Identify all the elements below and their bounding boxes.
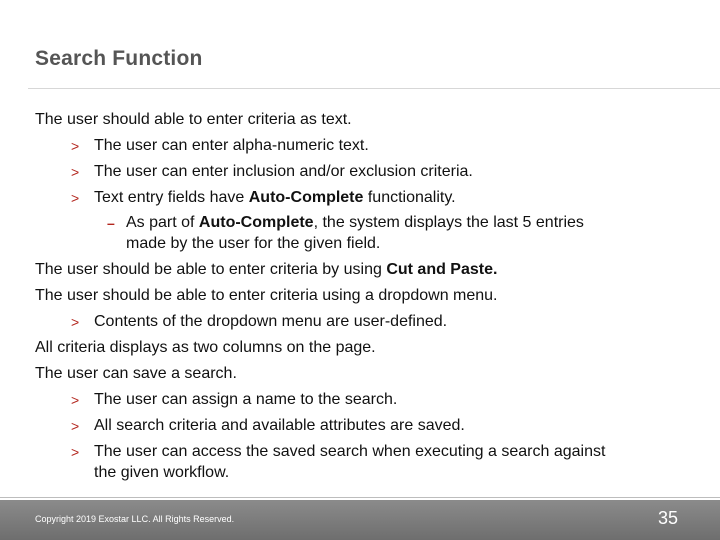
copyright-text: Copyright 2019 Exostar LLC. All Rights Reserved.: [35, 514, 235, 524]
bullet-dash-icon: –: [107, 215, 115, 231]
bullet-text-continued: made by the user for the given field.: [126, 235, 381, 252]
bullet-text: The user should able to enter criteria as text.: [35, 111, 352, 128]
bullet-arrow-icon: >: [71, 392, 80, 408]
bold-term: Cut and Paste.: [386, 261, 498, 278]
slide-title: Search Function: [35, 47, 203, 70]
bullet-arrow-icon: >: [71, 314, 80, 330]
bullet-arrow-icon: >: [71, 444, 80, 460]
bullet-arrow-icon: >: [71, 418, 80, 434]
bullet-text: All search criteria and available attributes are saved.: [94, 417, 465, 434]
text-segment: As part of: [126, 214, 199, 231]
page-number: 35: [657, 508, 678, 528]
bullet-text: The user can enter alpha-numeric text.: [94, 137, 369, 154]
bullet-text: [35, 260, 497, 280]
bold-term: Auto-Complete: [248, 189, 364, 206]
bullet-arrow-icon: >: [71, 138, 80, 154]
bullet-text: The user should be able to enter criteria using a dropdown menu.: [35, 287, 498, 304]
bullet-text: The user can enter inclusion and/or exclusion criteria.: [94, 163, 473, 180]
bullet-arrow-icon: >: [71, 190, 80, 206]
text-segment: , the system displays the last 5 entries: [313, 214, 584, 231]
bullet-text-continued: the given workflow.: [94, 464, 230, 481]
bullet-arrow-icon: >: [71, 164, 80, 180]
bullet-text: [126, 213, 584, 233]
text-segment: functionality.: [363, 189, 456, 206]
bullet-text: All criteria displays as two columns on the page.: [35, 339, 376, 356]
bullet-text: [94, 188, 456, 208]
text-segment: The user should be able to enter criteria by using: [35, 261, 387, 278]
bullet-text: The user can assign a name to the search.: [94, 391, 398, 408]
slide-footer: [0, 500, 720, 540]
footer-divider: [0, 497, 720, 498]
bullet-text: The user can access the saved search when executing a search against: [94, 443, 606, 460]
bullet-text: The user can save a search.: [35, 365, 237, 382]
bold-term: Auto-Complete: [198, 214, 314, 231]
bullet-text: Contents of the dropdown menu are user-defined.: [94, 313, 448, 330]
text-segment: Text entry fields have: [94, 189, 249, 206]
title-divider: [28, 88, 720, 89]
